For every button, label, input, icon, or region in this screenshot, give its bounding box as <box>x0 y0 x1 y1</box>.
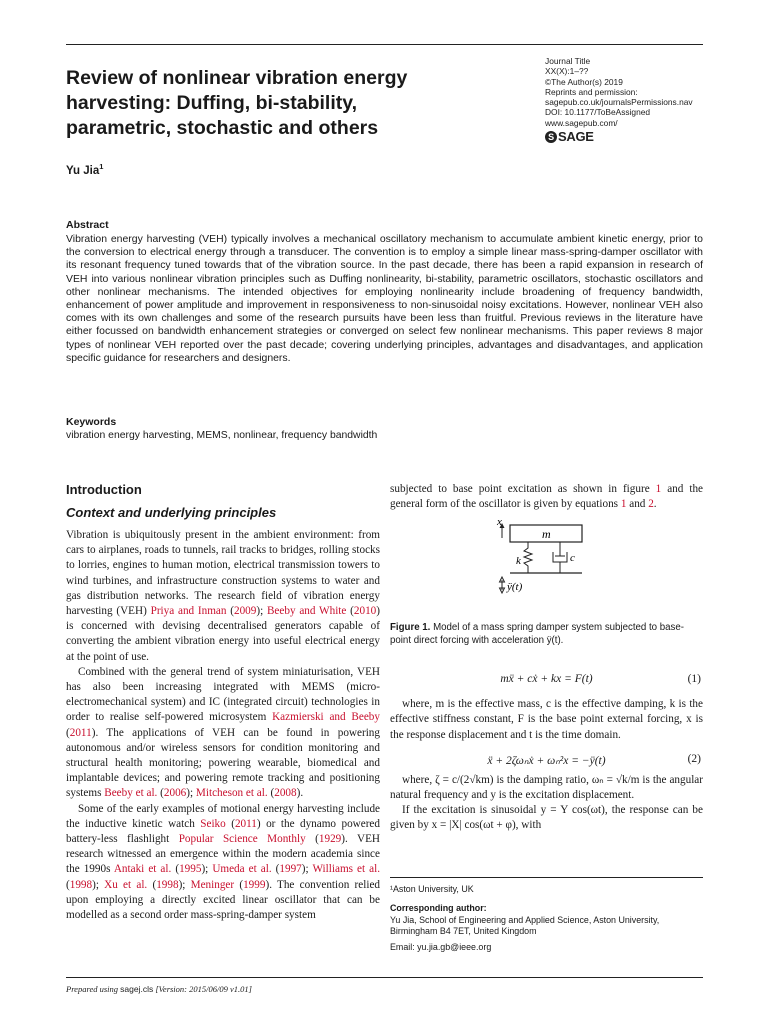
p3-text-c: . VEH research witnessed an emergence within the modern academia since the 1990s <box>66 833 381 876</box>
ref-priya-inman-year[interactable]: 2009 <box>233 605 257 618</box>
reprints-label: Reprints and permission: <box>545 86 638 97</box>
equation-1 <box>390 673 703 693</box>
introduction-heading: Introduction <box>66 482 142 497</box>
ref-xu-et-al[interactable]: Xu et al. <box>104 878 148 891</box>
copyright: ©The Author(s) 2019 <box>545 76 623 87</box>
ref-equation-1[interactable]: 1 <box>620 498 627 511</box>
p3-text-b: or the dynamo powered battery-less flashlight <box>66 817 380 846</box>
figure-1-caption <box>390 622 703 647</box>
corresponding-email[interactable]: Email: yu.jia.gb@ieee.org <box>390 941 492 952</box>
ref-mitcheson-et-al-year[interactable]: 2008 <box>274 787 297 800</box>
sage-logo-text: SAGE <box>558 128 594 144</box>
footer-cls: sagej.cls <box>120 984 154 994</box>
footnote <box>390 884 703 953</box>
ref-beeby-et-al-year[interactable]: 2006 <box>163 787 187 800</box>
ref-umeda-et-al[interactable]: Umeda et al. <box>212 863 272 876</box>
sage-logo-icon: S <box>545 131 557 143</box>
website-link[interactable]: www.sagepub.com/ <box>545 117 618 128</box>
p3-text-a: Some of the early examples of motional energy harvesting include the inductive kinetic watch <box>66 802 380 830</box>
p2-text-a: Combined with the general trend of system miniaturisation, VEH has also been increasing integrated with MEMS (micro-electromechanical system) and IC (integrated circuit) technologies in order to realise self-powered microsystem <box>66 665 380 724</box>
intro-paragraph-2: Combined with the general trend of system miniaturisation, VEH has also been increasing integrated with MEMS (micro-electromechanical system) and IC (integrated circuit) technologies in order to realise self-powered microsystem Kazmierski and Beeby (2011). The applications of VEH can be found in powering autonomous and/or wireless sensors for condition monitoring and structural health monitoring; powering wearable, biomedical and implantable devices; and powering remote tracking and positioning systems Beeby et al. (2006); Mitcheson et al. (2008). <box>66 665 380 800</box>
left-column <box>66 482 380 923</box>
fig-label-y: ÿ(t) <box>507 581 523 594</box>
ref-beeby-et-al[interactable]: Beeby et al. <box>104 787 158 800</box>
ref-beeby-white-year[interactable]: 2010 <box>353 605 377 618</box>
r0-and: and <box>626 498 649 511</box>
ref-seiko[interactable]: Seiko <box>200 817 226 830</box>
journal-name: Journal Title <box>545 56 591 66</box>
ref-antaki-et-al[interactable]: Antaki et al. <box>113 863 172 876</box>
context-subheading: Context and underlying principles <box>66 505 277 520</box>
fig-label-c: c <box>570 552 575 565</box>
ref-kazmierski-beeby[interactable]: Kazmierski and Beeby <box>272 711 380 724</box>
intro-paragraph-3: Some of the early examples of motional energy harvesting include the inductive kinetic watch Seiko (2011) or the dynamo powered battery-less flashlight Popular Science Monthly (1929). VEH research witnessed an emergence within the modern academia since the 1990s Antaki et al. (1995); Umeda et al. (1997); Williams et al. (1998); Xu et al. (1998); Meninger (1999). The convention relied upon employing a directly excited linear oscillator that can be modelled as a second order mass-spring-damper system <box>66 802 381 922</box>
author-name: Yu Jia <box>66 164 100 177</box>
r0-text-b: and the general form of the oscillator is given by equations <box>390 483 703 511</box>
fig-label-m: m <box>542 527 551 542</box>
p1-text-a: Vibration is ubiquitously present in the ambient environment: from cars to airplanes, roads to tunnels, rail tracks to bridges, rolling stocks to lorries, engines to human motion, electrical transmission towers to wind turbines, and infrastructure construction systems to water and gas distribution networks. The research field of vibration energy harvesting (VEH) <box>66 529 380 618</box>
footer-version: [Version: 2015/06/09 v1.01] <box>153 984 252 994</box>
ref-equation-2[interactable]: 2 <box>648 498 654 511</box>
abstract-section <box>66 219 703 365</box>
ref-antaki-et-al-year[interactable]: 1995 <box>179 863 202 876</box>
journal-volume: XX(X):1–?? <box>545 66 589 77</box>
title-line-2: harvesting: Duffing, bi-stability, <box>66 92 358 114</box>
corresponding-address-1: Yu Jia, School of Engineering and Applied Science, Aston University, <box>390 914 660 925</box>
ref-kazmierski-beeby-year[interactable]: 2011 <box>69 726 92 739</box>
mass-spring-damper-diagram <box>490 518 600 594</box>
ref-figure-1[interactable]: 1 <box>655 483 662 495</box>
ref-seiko-year[interactable]: 2011 <box>234 817 257 830</box>
page-footer <box>66 984 252 994</box>
equation-2 <box>390 753 703 773</box>
ref-meninger[interactable]: Meninger <box>190 878 235 891</box>
ref-priya-inman[interactable]: Priya and Inman <box>150 605 227 618</box>
p2-text-b: . The applications of VEH can be found in powering autonomous and/or wireless sensors for condition monitoring and structural health monitoring; powering wearable, biomedical and implantable devices; and powering remote tracking and positioning systems <box>66 726 380 800</box>
fig-label-k: k <box>516 555 521 568</box>
ref-williams-et-al-year[interactable]: 1998 <box>69 878 93 891</box>
permissions-link[interactable]: sagepub.co.uk/journalsPermissions.nav <box>545 97 693 108</box>
author <box>66 162 103 177</box>
right-paragraph-0: subjected to base point excitation as shown in figure 1 and the general form of the oscillator is given by equations 1 and 2. <box>390 483 703 511</box>
right-paragraph-1: where, m is the effective mass, c is the effective damping, k is the effective stiffness constant, F is the base point external forcing, x is the response displacement and t is the time domain. <box>390 698 703 741</box>
r0-text-a: subjected to base point excitation as shown in figure <box>390 483 656 495</box>
paper-title <box>66 66 506 141</box>
fig-label-x: x <box>497 518 502 529</box>
journal-info <box>545 56 715 143</box>
keywords-section <box>66 416 703 441</box>
corresponding-address-2: Birmingham B4 7ET, United Kingdom <box>390 926 537 937</box>
p3-text-d: . The convention relied upon employing a directly excited linear oscillator that can be modelled as a second order mass-spring-damper system <box>66 878 381 922</box>
author-affil-mark: 1 <box>99 162 104 171</box>
footer-prepared: Prepared using <box>66 984 121 994</box>
ref-umeda-et-al-year[interactable]: 1997 <box>279 863 302 876</box>
right-paragraph-3: If the excitation is sinusoidal y = Y cos(ωt), the response can be given by x = |X| cos(ωt + φ), with <box>390 804 703 832</box>
figure-1 <box>390 512 703 622</box>
sage-logo <box>545 128 715 144</box>
ref-williams-et-al[interactable]: Williams et al. <box>312 863 381 876</box>
top-rule <box>66 44 703 45</box>
ref-beeby-white[interactable]: Beeby and White <box>266 605 347 618</box>
doi: DOI: 10.1177/ToBeAssigned <box>545 107 651 118</box>
footer-rule <box>66 977 703 978</box>
right-paragraph-2: where, ζ = c/(2√km) is the damping ratio, ωₙ = √k/m is the angular natural frequency and y is the excitation displacement. <box>390 773 703 802</box>
equation-1-number: (1) <box>687 673 701 686</box>
title-line-1: Review of nonlinear vibration energy <box>66 67 408 89</box>
right-column <box>390 482 703 834</box>
figure-1-caption-text: Model of a mass spring damper system subjected to base-point direct forcing with acceleration ÿ(t). <box>390 622 684 646</box>
ref-popular-science-year[interactable]: 1929 <box>318 833 342 846</box>
title-line-3: parametric, stochastic and others <box>66 117 379 139</box>
affiliation: ¹Aston University, UK <box>390 884 474 894</box>
ref-mitcheson-et-al[interactable]: Mitcheson et al. <box>195 787 268 800</box>
spring <box>524 542 532 573</box>
figure-1-label: Figure 1. <box>390 622 431 634</box>
footnote-rule <box>390 877 703 878</box>
p1-text-b: is concerned with devising decentralised generators capable of converting the ambient vibration energy into useful electrical energy at the point of use. <box>66 620 380 663</box>
equation-2-number: (2) <box>687 752 701 765</box>
abstract-text: Vibration energy harvesting (VEH) typically involves a mechanical oscillatory mechanism to accumulate ambient kinetic energy, prior to the conversion to electrical energy through a transducer. The convention is to employ a simple linear mass-spring-damper oscillator with its resonant frequency tuned towards that of the vibration source. In the past decade, there has been a rapid expansion in research of VEH into various nonlinear vibration principles such as Duffing nonlinearity, bi-stability, parametric oscillators, stochastic oscillators and other nonlinear mechanisms. The intended objectives for employing nonlinearity include broadening of frequency bandwidth, enhancement of power amplitude and improvement in responsiveness to non-sinusoidal noisy excitations. However, nonlinear VEH also comes with its own challenges and some of the research pursuits have been less than fruitful. Previous reviews in the literature have either focussed on bandwidth enhancement strategies or converged on select few nonlinear mechanisms. This paper reviews 8 major types of nonlinear VEH reported over the past decade; covering underlying principles, advantages and disadvantages, and application specific guidance for researchers and designers. <box>66 234 703 364</box>
equation-2-body: ẍ + 2ζωₙẋ + ωₙ²x = −ÿ(t) <box>487 754 606 767</box>
ref-meninger-year[interactable]: 1999 <box>243 878 266 891</box>
corresponding-author-heading: Corresponding author: <box>390 903 487 914</box>
equation-1-body: mẍ + cẋ + kx = F(t) <box>500 673 593 686</box>
abstract-heading: Abstract <box>66 219 109 231</box>
keywords-text: vibration energy harvesting, MEMS, nonlinear, frequency bandwidth <box>66 430 378 441</box>
keywords-heading: Keywords <box>66 416 117 428</box>
intro-paragraph-1: Vibration is ubiquitously present in the ambient environment: from cars to airplanes, roads to tunnels, rail tracks to bridges, rolling stocks to lorries, engines to human motion, electrical transmission towers to wind turbines, and infrastructure construction systems to water and gas distribution networks. The research field of vibration energy harvesting (VEH) Priya and Inman (2009); Beeby and White (2010) is concerned with devising decentralised generators capable of converting the ambient vibration energy into useful electrical energy at the point of use. <box>66 529 380 663</box>
ref-xu-et-al-year[interactable]: 1998 <box>156 878 179 891</box>
ref-popular-science[interactable]: Popular Science Monthly <box>178 833 306 846</box>
